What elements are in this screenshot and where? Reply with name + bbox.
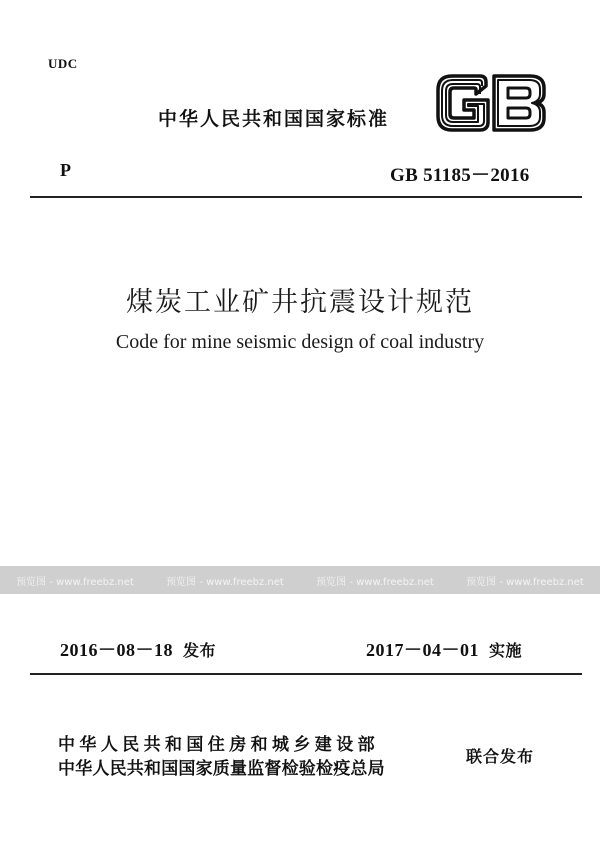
header-divider bbox=[30, 196, 582, 198]
publish-label: 发布 bbox=[183, 641, 217, 660]
gb-logo-icon bbox=[436, 74, 546, 132]
watermark-band bbox=[0, 566, 600, 594]
title-chinese: 煤炭工业矿井抗震设计规范 bbox=[126, 287, 474, 318]
watermark-text: 预览图 - www.freebz.net bbox=[316, 576, 434, 588]
publish-date-row bbox=[60, 636, 216, 662]
watermark-text: 预览图 - www.freebz.net bbox=[166, 576, 284, 588]
classification-code: P bbox=[60, 160, 71, 180]
title-english: Code for mine seismic design of coal industry bbox=[115, 331, 485, 353]
publish-date: 2016－08－18 bbox=[60, 640, 173, 660]
watermark-text: 预览图 - www.freebz.net bbox=[466, 576, 584, 588]
effective-date-row bbox=[366, 636, 522, 662]
effective-date: 2017－04－01 bbox=[366, 640, 479, 660]
issuing-authorities bbox=[58, 733, 385, 781]
standard-type: 中华人民共和国国家标准 bbox=[158, 108, 390, 130]
issuer-aqsiq: 中华人民共和国国家质量监督检验检疫总局 bbox=[58, 759, 385, 779]
gb-logo bbox=[436, 74, 546, 132]
standard-number: GB 51185－2016 bbox=[390, 165, 530, 186]
joint-release-label: 联合发布 bbox=[466, 747, 535, 766]
udc-label: UDC bbox=[48, 56, 78, 71]
issuer-ministry: 中华人民共和国住房和城乡建设部 bbox=[58, 735, 379, 755]
effective-label: 实施 bbox=[489, 641, 523, 660]
footer-divider bbox=[30, 673, 582, 675]
watermark-text: 预览图 - www.freebz.net bbox=[16, 576, 134, 588]
